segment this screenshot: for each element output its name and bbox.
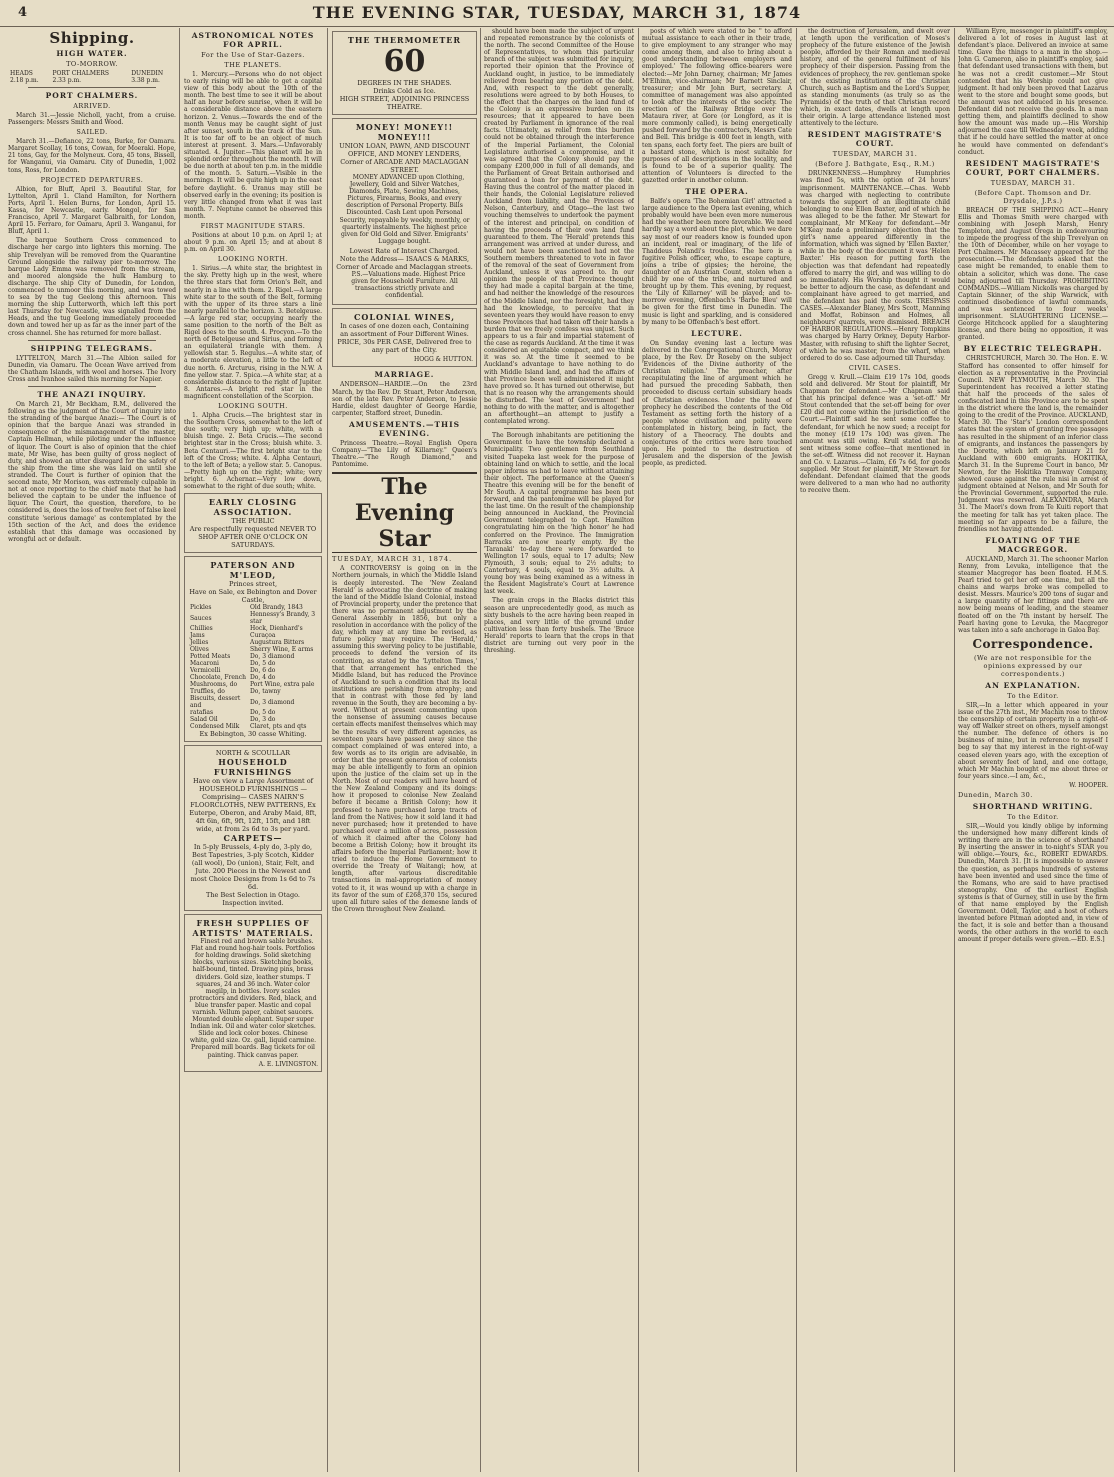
- leader-continued: should have been made the subject of urgent and repeated remonstrance by the colonists of the north. The second Committee of the House of Representatives, to whom this particular branch of the subject was submitted for inquiry, reported their opinion that the Province of Auckland ought, in justice, to be immediately relieved from bearing any portion of the debt. And, with respect to the debt generally, resolutions were agreed to by both Houses, to the effect that the charges on the land fund of the Colony is an expressive burden on its resources; that it appeared to have been created by Parliament in ignorance of the real facts. Ultimately, as relief from this burden could not be obtained through the interference of the Imperial Parliament, the Colonial Legislature authorised a compromise, and it was agreed that the Colony should pay the company £200,000 in full of all demands, and the Parliament of Great Britain authorised and guaranteed a loan for payment of the debt. Having thus the control of the matter placed in their hands, the Colonial Legislature relieved Auckland from liability, and the Provinces of Nelson, Canterbury, and Otago—the last two vouching themselves to undertook the payment of the interest and principal, on condition of having the proceeds of their own land fund guaranteed to them. The 'Herald' pretends this arrangement was arrived at under duress, and would not have been sanctioned had not the Southern members threatened to vote in favor of the removal of the seat of Government from Auckland, unless it was agreed to. In our opinion the people of that Province thought they had made a capital bargain at the time, and had neither the knowledge of the resources of the Middle Island, nor the foresight, had they had the knowledge, to perceive that in seventeen years they would have reason to envy those Provinces that had taken off their hands a burden that we freely confess was unjust. Such appears to us a fair and impartial statement of the case as regards Auckland. At the time it was considered an equitable compact, and we think it was so. At the time it seemed to be Auckland's advantage to have nothing to do with Middle Island land, and had the affairs of that Province been well administered it might have proved so. It has turned out otherwise, but that is no reason why the arrangements should be disturbed. The 'seat of Government' had nothing to do with the matter, and is altogether an afterthought—an attempt to justify a contemplated wrong.: [484, 28, 634, 426]
- paterson-item: Do, 3 do: [250, 716, 276, 724]
- thermometer-advert: [332, 31, 477, 115]
- thermo-line3: HIGH STREET, ADJOINING PRINCESS THEATRE.: [339, 95, 470, 111]
- paterson-item-row: [188, 625, 318, 632]
- amusements-text: Princess Theatre.—Royal English Opera Company—"The Lily of Killarney." Queen's Theatre.—"The Rough Diamond," and Pantomime.: [332, 439, 477, 469]
- paterson-item: Do, 3 diamond: [250, 653, 295, 661]
- telegrams-heading: SHIPPING TELEGRAMS.: [30, 343, 154, 353]
- rm2-date: TUESDAY, MARCH 31.: [990, 178, 1076, 187]
- paterson-item-row: [188, 653, 318, 660]
- paterson-item: Curaçoa: [250, 632, 276, 640]
- paterson-item-row: [188, 660, 318, 667]
- projected-label: PROJECTED DEPARTURES.: [40, 175, 144, 184]
- column-rule: [327, 28, 328, 1472]
- arrived-text: March 31.—Jessie Nicholl, yacht, from a cruise. Passengers: Messrs Smith and Wood.: [8, 112, 176, 127]
- lecture-continued: the destruction of Jerusalem, and dwelt over at length upon the verification of Moses's prophecy of the future existence of the Jewish people, afforded by their Roman and medieval history, and of the general fulfilment of his prophecy of their dispersion. Passing from the evidences of prophecy, the rev. gentleman spoke of the existing institutions of the Christian Church, such as Baptism and the Lord's Supper, as standing monuments (as truly so as the Pyramids) of the truth of that Christian record which, in exact dates, dwells at length upon their origin. A large attendance listened most attentively to the lecture.: [800, 28, 950, 128]
- household-text: Have on view a Large Assortment of HOUSEHOLD FURNISHINGS — Comprising— CASES NAIRN'S FLOORCLOTHS, NEW PATTERNS, Ex Euterpe, Oberon, and Araby Maid, 8ft, 4ft 6in, 6ft, 9ft, 12ft, 15ft, and 18ft wide, at from 2s 6d to 3s per yard.: [189, 777, 317, 834]
- paterson-item-row: [188, 716, 318, 723]
- shorthand-to: To the Editor.: [1007, 812, 1059, 821]
- grain-paragraph: The grain crops in the Blacks district this season are unprecedentedly good, as much as sixty bushels to the acre having been reaped in places, and very little of the ground under cultivation less than forty bushels. The 'Bruce Herald' reports to learn that the crops in that district are turning out very poor in the threshing.: [484, 597, 634, 655]
- chalmers-label: PORT CHALMERS: [52, 70, 110, 77]
- money-rate: Lowest Rate of Interest Charged.: [349, 246, 460, 255]
- paterson-item-row: [188, 639, 318, 646]
- thermo-heading: THE THERMOMETER: [347, 35, 462, 45]
- masthead: [0, 0, 1114, 27]
- paterson-item: Potted Meats: [190, 653, 231, 661]
- column-rule: [480, 28, 481, 1472]
- column-astronomy-ads: [184, 28, 322, 1472]
- masthead-title: THE EVENING STAR, TUESDAY, MARCH 31, 1874: [312, 3, 802, 22]
- paterson-item: Do, 5 do: [250, 709, 276, 717]
- correspondence-heading: Correspondence.: [972, 636, 1094, 651]
- paterson-item: Hennessy's Brandy, 3 star: [250, 611, 316, 626]
- column-shipping: [8, 28, 176, 1472]
- lecture-text: On Sunday evening last a lecture was delivered in the Congregational Church, Moray place, by the Rev. Dr Roseby on the subject 'Evidences of the Divine authority of the Christian religion.' The preacher, after recapitulating the line of argument which he had pursued the preceding Sabbath, then proceeded to discuss certain subsidiary heads of Christian evidences. Under the head of prophecy he described the contents of the Old Testament as setting forth the history of a people whose civilisation and polity were contemplated in history, being, in fact, the history of a Theocracy. The doubts and conjectures of the critics were here touched upon. He pointed to the destruction of Jerusalem and the dispersion of the Jewish people, as predicted.: [642, 339, 792, 468]
- explanation-heading: AN EXPLANATION.: [985, 680, 1081, 690]
- thermo-line2: Drinks Cold as Ice.: [373, 87, 436, 95]
- planets-label: THE PLANETS.: [224, 61, 282, 69]
- floating-text: AUCKLAND, March 31. The schooner Marlon Renny, from Levuka, intelligence that the steamer Macgregor has been floated. H.M.S. Pearl tried to get her off one time, but all the chains and warps broke was compelled to desist. Messrs. Maurice's 200 tons of sugar and a large quantity of her fittings and there are now being means of leading, and the steamer floated off on the 7th instant by herself. The Pearl having gone to Levuka, the Macgregor was taken into a safe anchorage in Galoa Bay.: [958, 555, 1108, 634]
- heads-time: 2.18 p.m.: [10, 77, 39, 84]
- paterson-item: Hock, Dienhard's: [250, 625, 303, 633]
- paterson-item: Do, tawny: [250, 688, 281, 696]
- paterson-item: Chocolate, French: [190, 674, 246, 682]
- floating-heading: FLOATING OF THE MACGREGOR.: [985, 535, 1081, 554]
- money-sub: UNION LOAN, PAWN, AND DISCOUNT OFFICE, AND MONEY LENDERS, Corner of ARCADE AND MACLAGGAN STREET.: [339, 142, 470, 174]
- explanation-text: SIR,—In a letter which appeared in your issue of the 27th inst., Mr Machin rose to throw the censorship of certain property in a right-of-way off Walker street on others, myself amongst the number. The defence of others is no business of mine, but in reference to myself I beg to say that my interest in the right-of-way ceased eleven years ago, with the exception of about seventy feet of land, and one cottage, which Mr Machin bought of me about three or four years since.—I am, &c.,: [958, 701, 1108, 780]
- leader-dateline: TUESDAY, MARCH 31, 1874.: [332, 555, 453, 564]
- column-telegraph-correspondence: [958, 28, 1108, 1472]
- rm2-heading: RESIDENT MAGISTRATE'S COURT, PORT CHALMERS.: [965, 158, 1101, 177]
- money-heading: MONEY! MONEY!! MONEY!!!: [355, 122, 454, 142]
- paterson-item: Claret, pts and qts: [250, 723, 307, 731]
- telegraph-heading: BY ELECTRIC TELEGRAPH.: [963, 344, 1103, 354]
- paterson-item: Do, 6 do: [250, 667, 276, 675]
- high-water-table: [8, 70, 176, 84]
- carpets-footer: The Best Selection in Otago. Inspection invited.: [206, 891, 300, 908]
- paterson-item-row: [188, 674, 318, 681]
- carpets-text: In 5-ply Brussels, 4-ply do, 3-ply do, Best Tapestries, 3-ply Scotch, Kidder (all wool), Do (union), Stair, Felt, and Jute. 200 Pieces in the Newest and most Choice Designs from 1s 6d to 7s 6d.: [190, 843, 316, 892]
- wines-advert: [332, 308, 477, 367]
- wines-signature: HOGG & HUTTON.: [414, 356, 473, 364]
- rm-court-bench: (Before J. Bathgate, Esq., R.M.): [815, 160, 935, 169]
- paterson-item: Macaroni: [190, 660, 219, 668]
- paterson-footer: Ex Bebington, 30 casse Whiting.: [199, 730, 307, 739]
- paterson-item: Condensed Milk: [190, 723, 240, 731]
- paterson-heading: PATERSON AND M'LEOD,: [210, 560, 296, 581]
- column-rule: [954, 28, 955, 1472]
- paterson-item: Olives: [190, 646, 209, 654]
- shorthand-text: SIR,—Would you kindly oblige by informing the undersigned how many different kinds of writing there are in the science of shorthand? By inserting the answer in to-night's STAR you will oblige.—Yours, &c., ROBERT EDWARDS. Dunedin, March 31. [It is impossible to answer the question, as perhaps hundreds of systems have been invented and used since the time of the Romans, who are said to have practised stenography. One of the earliest English systems is that of Gurney, still in use by the firm of that name employed by the English Government. Odell, Taylor, and a host of others invented before Pitman adopted and, in view of the fact, it is sole and better than a thousand words, the other authors in the world to each amount if proper details were given.—ED. E.S.]: [958, 822, 1108, 944]
- column-ads-leader: [332, 28, 477, 1472]
- divider: [28, 340, 156, 341]
- high-water-heading: HIGH WATER.: [56, 49, 128, 58]
- astro-heading: ASTRONOMICAL NOTES FOR APRIL.: [191, 31, 315, 49]
- paterson-item: Vermicelli: [190, 667, 221, 675]
- north-scoullar: NORTH & SCOULLAR: [215, 749, 291, 758]
- leader-text: A CONTROVERSY is going on in the Northern journals, in which the Middle Island is deeply interested. The 'New Zealand Herald' is advocating the doctrine of making the land of the Middle Island Colonial, instead of Provincial property, under the pretence that there was no permanent adjustment by the General Assembly in 1856, but only a resolution in accordance with the policy of the day, which may at any time be revised, as future policy may require. The 'Herald,' assuming this swerving policy to be justifiable, proceeds to defend the version of its contrition, as stated by the 'Lyttelton Times,' that that arrangement has enriched the Middle Island, but has reduced the Province of Auckland to such a condition that its local institutions are perishing from atrophy; and that in contrast with those fed by land revenue in the South, they are becoming a by-word. Without at present commenting upon the nonsense of assuming causes because certain effects manifest themselves which may be the results of very different agencies, as seventeen years have passed away since the compact complained of was entered into, a few words as to its origin are advisable, in order that the present generation of colonists may be able intelligently to form an opinion upon the justice of the claim set up in the North. Most of our readers will have heard of the New Zealand Company and its doings: how it proposed to colonise New Zealand before it became a British Colony; how it professed to have purchased large tracts of land from the Natives; how it sold land it had never purchased; how it pretended to have purchased over a million of acres, possession of which it claimed after the Colony had become a British Colony; how it brought its affairs before the Imperial Parliament; how it tried to induce the Home Government to override the Treaty of Waitangi; how, at length, after various discreditable transactions in mal-appropriation of money voted to it, it was wound up with a charge in its favor of the sum of £268,370 15s, secured upon all future sales of the demesne lands of the Crown throughout New Zealand.: [332, 565, 477, 913]
- paterson-advert: [184, 556, 322, 742]
- money-advert: [332, 118, 477, 305]
- magnitudes-label: FIRST MAGNITUDE STARS.: [200, 221, 306, 230]
- rm2-text: BREACH OF THE SHIPPING ACT.—Henry Ellis and Thomas Smith were charged with combining with Joseph Marsh, Henry Templeton, and August Orega in endeavouring to impede the progress of the ship Trevelyan on the 10th of December, while on her voyage to Port Chalmers. Mr Macassey appeared for the prosecution.—The defendants asked that the case might be remanded, to enable them to obtain a solicitor, which was done. The case being adjourned till Thursday. PROHIBITING COMMANDS.—William Nickolls was charged by Captain Skinner, of the ship Warwick, with continued disobedience of lawful commands, and was sentenced to four weeks' imprisonment. SLAUGHTERING LICENSE.—George Hitchcock applied for a slaughtering license, and there being no opposition, it was granted.: [958, 206, 1108, 342]
- shipping-body: The barque Southern Cross commenced to discharge her cargo into lighters this morning. The ship Trevelyan will be removed from the Quarantine Ground alongside the railway pier to-morrow. The barque Lady Emma was removed from the stream, and moored alongside the hulk Hamburg to discharge. The ship City of Dunedin, for London, commenced to unmoor this morning, and was towed to sea by the tug Geelong this afternoon. This morning the ship Lutterworth, which left this port last Thursday for Newcastle, was signalled from the Heads, and the tug Geelong immediately proceeded down and towed her up as far as the inner part of the cross channel. She has returned for more ballast.: [8, 237, 176, 337]
- civil-cases-text: Gregg v. Krull.—Claim £19 17s 10d, goods sold and delivered. Mr Stout for plaintiff, Mr Chapman for defendant.—Mr Chapman said that his principal defence was a 'set-off.' Mr Stout contended that the set-off being for over £20 did not come within the jurisdiction of the Court.—Plaintiff said he sent some coffee to defendant, for which he now sued; a receipt for the money (£19 17s 10d) was given. The amount was still owing. Krull stated that he sent witness some coffee—that mentioned in the set-off. Witness did not recover it. Haynan and Co. v. Lazarus.—Claim, £6 7s 6d, for goods supplied. Mr Stout for plaintiff, Mr Stewart for defendant. Defendant claimed that the goods were delivered to a man who had no authority to receive them.: [800, 373, 950, 495]
- closing-text: Are respectfully requested NEVER TO SHOP AFTER ONE O'CLOCK ON SATURDAYS.: [189, 525, 317, 550]
- wines-heading: COLONIAL WINES,: [353, 312, 455, 323]
- society-text: posts of which were stated to be '' to afford mutual assistance to each other in their trade, to give employment to any stranger who may come among them, and also to bring about a good understanding between employers and employed.' The following office-bearers were elected:—Mr John Darney, chairman; Mr James M'Elhinn, vice-chairman; Mr Barnett Sinclair, treasurer; and Mr John Burt, secretary. A committee of management was also appointed to look after the interests of the society. The erection of the Railway Bridge over the Mataura river, at Gore (or Longford, as it is more commonly called), is being energetically pushed forward by the contractors, Messrs Cate and Bell. This bridge is 400 feet in length, with ten spans, each forty feet. The piers are built of a bastard stone, which is most suitable for purposes of all descriptions in the locality, and is found to be of a superior quality. The attention of Volunteers is directed to the gazetted order in another column.: [642, 28, 792, 184]
- column-court: [800, 28, 950, 1472]
- divider: [28, 386, 156, 387]
- paterson-item-row: [188, 688, 318, 695]
- paterson-item: Mushrooms, do: [190, 681, 238, 689]
- north-text: 1. Sirius.—A white star, the brightest in the sky. Pretty high up in the west, where the three stars that form Orion's Belt, and nearly in a line with them. 2. Rigel.—A large white star to the south of the Belt, forming with the upper of its three stars a line nearly parallel to the horizon. 3. Betelgeuse.—A large red star, occupying nearly the same position to the north of the Belt as Rigel does to the south. 4. Procyon.—To the north of Betelgeuse and Sirius, and forming an equilateral triangle with them. A yellowish star. 5. Regulus.—A white star, of a moderate elevation, a little to the left of due north. 6. Arcturus, rising in the N.W. A fine yellow star. 7. Spica.—A white star, at a considerable distance to the right of Jupiter. 8. Antares.—A bright red star in the magnificent constellation of the Scorpion.: [184, 265, 322, 400]
- marriage-text: ANDERSON—HARDIE.—On the 23rd March, by the Rev. Dr. Stuart, Peter Anderson, son of the late Rev. Peter Anderson, to Jessie Hardie, eldest daughter of George Hardie, carpenter, Stafford street, Dunedin.: [332, 381, 477, 417]
- shorthand-heading: SHORTHAND WRITING.: [972, 801, 1094, 811]
- civil-cases-heading: CIVIL CASES.: [848, 363, 902, 372]
- paterson-item: Port Wine, extra pale: [250, 681, 315, 689]
- column-leader-continued: [484, 28, 634, 1472]
- projected-text: Albion, for Bluff, April 3. Beautiful Star, for Lyttelton, April 1. Cland Hamilton, for Northern Ports, April 1. Helen Burns, for London, April 15. Kassa, for Newcastle, early. Mongol, for San Francisco, April 7. Margaret Galbraith, for London, April 15. Ferraro, for Oamaru, April 3. Wanganui, for Bluff, April 1.: [8, 185, 176, 236]
- dunedin-time: 3.38 p.m.: [131, 77, 160, 84]
- rm2-bench: (Before Capt. Thomson and Dr. Drysdale, J.P.s.): [974, 188, 1092, 205]
- correspondence-note: (We are not responsible for the opinions expressed by our correspondents.): [973, 653, 1093, 678]
- lecture-heading: LECTURE.: [691, 328, 743, 338]
- news-paragraphs: The Borough inhabitants are petitioning the Government to have the township declared a Municipality. Two gentlemen from Southland visited Tuapeka last week for the purpose of obtaining land on which to settle, and the local paper informs us had to leave without attaining their object. The performance at the Queen's Theatre this evening will be for the benefit of Mr South. A capital programme has been put forward, and the pantomime will be played for the last time. On the result of the championship being announced in Auckland, the Provincial Government telegraphed to Capt. Hamilton congratulating him on the 'high honor' he had conferred on the Province. The Immigration Barracks are now nearly empty. By the 'Taranaki' to-day there were forwarded to Wellington 17 souls, equal to 17 adults; New Plymouth, 3 souls; equal to 2½ adults; to Canterbury, 4 souls, equal to 3½ adults. A young boy was being examined as a witness in the Resident Magistrate's Court at Lawrence last week.: [484, 432, 634, 596]
- paterson-item: Sherry Wine, E arms: [250, 646, 314, 654]
- closing-sub: THE PUBLIC: [231, 517, 275, 526]
- paterson-item: Old Brandy, 1843: [250, 604, 303, 612]
- explanation-to: To the Editor.: [1007, 691, 1059, 700]
- thermo-value: 60: [383, 44, 426, 79]
- paterson-item: Do, 5 do: [250, 660, 276, 668]
- telegraph-text: CHRISTCHURCH, March 30. The Hon. E. W. Stafford has consented to offer himself for election as a representative in the Provincial Council. NEW PLYMOUTH, March 30. The Superintendent has received a letter stating that half the proceeds of the sales of confiscated land in this Province are to be spent in the district where the land is, the remainder going to the credit of the Province. AUCKLAND, March 30. The 'Star's' London correspondent states that the system of granting free passages has resulted in the shipment of an inferior class of emigrants, and instances the passengers by the Dorette, which left on January 21 for Auckland with 600 emigrants. HOKITIKA, March 31. In the Supreme Court in banco, Mr Newton, for the Hokitika Tramway Company, showed cause against the rule nisi in arrest of judgment obtained at Nelson, and Mr South for the Provincial Government, supported the rule. Judgment was reserved. ALEXANDRA, March 31. The Maori's down from Te Kuiti report that the meeting for talk has yet taken place. The meeting so far appears to be a failure, the friendlies not having attended.: [958, 355, 1108, 533]
- paterson-item-row: [188, 695, 318, 709]
- thermo-line1: DEGREES IN THE SHADES.: [357, 79, 452, 87]
- rm-court-heading: RESIDENT MAGISTRATE'S COURT.: [807, 130, 943, 149]
- paterson-item: Jellies: [190, 639, 209, 647]
- column-rule: [796, 28, 797, 1472]
- opera-heading: THE OPERA.: [685, 187, 749, 197]
- fresh-text: Finest red and brown sable brushes. Flat and round hog-hair tools. Portfolios for holding drawings. Solid sketching blocks, various sizes. Sketching books, half-bound, tinted. Drawing pins, brass dividers. Gold size, leather stumps. T squares, 24 and 36 inch. Water color megilp, in bottles. Ivory scales protractors and dividers. Red, black, and blue transfer paper. Mastic and copal varnish. Vellum paper, cabinet saucers. Mounted double elephant. Super super Indian ink. Oil and water color sketches. Slide and lock color boxes. Chinese white, gold size. Oz. gall, liquid carmine. Prepared mill boards. Bag tickets for oil painting. Thick canvas paper.: [189, 938, 317, 1059]
- household-advert: [184, 745, 322, 911]
- paterson-item: Jams: [190, 632, 205, 640]
- paterson-item: Biscuits, dessert and: [190, 695, 241, 710]
- carpets-heading: CARPETS—: [223, 833, 283, 844]
- paterson-item: Augustura Bitters: [250, 639, 305, 647]
- closing-heading: EARLY CLOSING ASSOCIATION.: [208, 497, 298, 518]
- looking-south-label: LOOKING SOUTH.: [218, 402, 288, 411]
- paterson-item-row: [188, 681, 318, 688]
- telegrams-text: LYTTELTON, March 31.—The Albion sailed for Dunedin, via Oamaru. The Ocean Wave arrived from the Chatham Islands, with wool and horses. The Ivory Cross and Ivanhoe sailed this morning for Napier.: [8, 354, 176, 383]
- money-text: MONEY ADVANCED upon Clothing, Jewellery, Gold and Silver Watches, Diamonds, Plate, Sewing Machines, Pictures, Firearms, Books, and every description of Personal Property. Bills Discounted. Cash Lent upon Personal Security, repayable by weekly, monthly, or quarterly instalments. The highest price given for Old Gold and Silver. Emigrants' Luggage bought.: [339, 174, 470, 245]
- amusements-heading: AMUSEMENTS.—THIS EVENING.: [348, 419, 461, 438]
- section-heading-shipping: Shipping.: [49, 29, 135, 47]
- port-chalmers-heading: PORT CHALMERS.: [45, 91, 139, 100]
- paterson-item-row: [188, 723, 318, 730]
- page-number: 4: [18, 5, 28, 20]
- paterson-item: Chillies: [190, 625, 213, 633]
- paterson-item: Sauces: [190, 614, 212, 622]
- paterson-items-table: [188, 604, 318, 730]
- paterson-item-row: [188, 646, 318, 653]
- divider: [504, 428, 614, 429]
- wines-text: In cases of one dozen each, Containing an assortment of Four Different Wines. PRICE, 30s PER CASE, Delivered free to any part of the City.: [337, 322, 472, 355]
- anazi-text: On March 21, Mr Beckham, R.M., delivered the following as the judgment of the Court of inquiry into the stranding of the barque Anazi:— The Court is of opinion that the barque Anazi was stranded in consequence of the mismanagement of the master, Captain Hellman, while piloting under the influence of liquor. The Court is also of opinion that the chief mate, Mr Wise, has been guilty of gross neglect of duty, and showed an utter disregard for the safety of the ship from the time she was laid on until she stranded. The Court is further of opinion that the second mate, Mr Morison, was extremely culpable in not at once reporting to the chief mate that he had believed the captain to be under the influence of liquor. The Court, the question, therefore, to be considered is, does the loss of twelve feet of false keel constitute 'serious damage' as contemplated by the 15th section of the Act, and does the evidence establish that this damage was occasioned by wrongful act or default.: [8, 401, 176, 543]
- looking-north-label: LOOKING NORTH.: [217, 255, 289, 264]
- paterson-item-row: [188, 667, 318, 674]
- marriage-heading: MARRIAGE.: [374, 370, 435, 380]
- high-water-subheading: TO-MORROW.: [66, 60, 118, 68]
- household-heading: HOUSEHOLD FURNISHINGS: [213, 757, 293, 778]
- fresh-signature: A. E. LIVINGSTON.: [258, 1060, 318, 1068]
- fresh-heading: FRESH SUPPLIES OF ARTISTS' MATERIALS.: [192, 918, 314, 939]
- south-text: 1. Alpha Crucis.—The brightest star in the Southern Cross, somewhat to the left of due south; very high up; white, with a bluish tinge. 2. Beta Crucis.—The second brightest star in the Cross; bluish white. 3. Beta Centauri.—The first bright star to the left of the Cross; white. 4. Alpha Centauri, to the left of Beta; a yellow star. 5. Canopus.—Pretty high up on the right; white; very bright. 6. Achernar.—Very low down, somewhat to the right of due south; white.: [184, 412, 322, 490]
- opera-text: Balfe's opera 'The Bohemian Girl' attracted a large audience to the Opera last evening, which probably would have been even more numerous had the weather been more favorable. We need hardly say a word about the plot, which we dare say most of our readers know is founded upon an incident, real or imaginary, of the life of Thaddeus Polandi's troubles. The hero is a fugitive Polish officer, who, to escape capture, joins a tribe of gipsies; the heroine, the daughter of an Austrian Count, stolen when a child by one of the tribe, and nurtured and brought up by them. This evening, by request, the 'Lily of Killarney' will be played; and to-morrow evening, Offenbach's 'Barbe Bleu' will be given for the first time in Dunedin. The music is light and sparkling, and is considered by many to be Offenbach's best effort.: [642, 198, 792, 326]
- column-rule: [638, 28, 639, 1472]
- explanation-place: Dunedin, March 30.: [958, 790, 1033, 799]
- arrived-label: ARRIVED.: [73, 102, 111, 110]
- rm-court-text: DRUNKENNESS.—Humphrey Humphries was fined 5s, with the option of 24 hours' imprisonment. MAINTENANCE.—Chas. Webb was charged with neglecting to contribute towards the support of an illegitimate child belonging to one Ellen Baxter, and of which he was alleged to be the father. Mr Stewart for complainant, Mr M'Keay for defendant.—Mr M'Keay made a preliminary objection that the girl's name appeared differently in the information, which was signed by 'Ellen Baxter,' while in the body of the document it was 'Helen Baxter.' His reason for putting forth the objection was that defendant had repeatedly offered to marry the girl, and was willing to do so immediately. His Worship thought it would be better to adjourn the case, as defendant and complainant have agreed to get married, and the defendant has paid the costs. TRESPASS CASES.—Alexander Blaney, Mrs Scott, Manning and Moffat, Robinson and Holmes, all neighbours' quarrels, were dismissed. BREACH OF HARBOR REGULATIONS.—Henry Tompkins was charged by Harry Orkney, Deputy Harbor-Master, with refusing to shift the lighter Secret, of which he was master, from the wharf, when ordered to do so. Case adjourned till Thursday.: [800, 170, 950, 362]
- rm-court-date: TUESDAY, MARCH 31.: [832, 150, 918, 159]
- sailed-label: SAILED.: [76, 128, 108, 137]
- paterson-item-row: [188, 611, 318, 625]
- chalmers-time: 2.33 p.m.: [52, 77, 82, 84]
- paterson-sub: Princes street,: [228, 580, 278, 589]
- paterson-item: ratafias: [190, 709, 214, 717]
- paterson-item: Do, 4 do: [250, 674, 276, 682]
- paterson-item-row: [188, 632, 318, 639]
- paterson-item: Salad Oil: [190, 716, 218, 724]
- column-rule: [179, 28, 180, 1472]
- paterson-text: Have on Sale, ex Bebington and Dover Castle,: [189, 588, 317, 605]
- explanation-signature: W. HOOPER.: [1069, 781, 1108, 789]
- early-closing-advert: [184, 493, 322, 553]
- isaacs-address: Note the Address— ISAACS & MARKS, Corner of Arcade and Maclaggan streets.: [336, 254, 473, 271]
- sailed-text: March 31.—Defiance, 22 tons, Burke, for Oamaru. Margaret Scollay, 16 tons, Cowan, for Moeraki. Hope, 21 tons, Gay, for the Molyneux. Cora, 45 tons, Bissell, for Wanganui, via Oamaru. City of Dunedin, 1,002 tons, Ross, for London.: [8, 138, 176, 174]
- civil-continued: William Eyre, messenger in plaintiff's employ, delivered a lot of roses in August last at defendant's place. Delivered an invoice at same time. Gave the things to a man in the shop.—John G. Cameron, also in plaintiff's employ, said that defendant used transactions with them, but he was not a credit customer.—Mr Stout contended that his Worship could not give judgment. It had only been proved that Lazarus went to the store and bought some goods, but the amount was not adduced in his presence. Defendant did not receive the goods. In a man getting them, and plaintiffs declined to show how the amount was made up.—His Worship adjourned the case till Wednesday week, adding that if he could have settled the matter at once he would have commented on defendant's conduct.: [958, 28, 1108, 156]
- paterson-item: Pickles: [190, 604, 212, 612]
- evening-star-title: The Evening Star: [332, 472, 477, 553]
- paterson-item: Do, 3 diamond: [250, 698, 295, 706]
- planets-text: 1. Mercury.—Persons who do not object to early rising will be able to get a capital view of this body about the 10th of the month. The best time to see it will be about half an hour before sunrise, when it will be a considerable distance above the eastern horizon. 2. Venus.—Towards the end of the month Venus may be caught sight of just after sunset, south in the track of the Sun. It is too far off to be an object of much interest at present. 3. Mars.—Unfavorably situated. 4. Jupiter.—This planet will be in splendid order throughout the month. It will be due north at about ten p.m. in the middle of the month. 5. Saturn.—Visible in the mornings. It will be quite high up in the east before daylight. 6. Uranus may still be observed early in the evening; its position is very little changed from what it was last month. 7. Neptune cannot be observed this month.: [184, 71, 322, 220]
- paterson-item-row: [188, 604, 318, 611]
- artists-materials-advert: [184, 914, 322, 1072]
- heads-label: HEADS: [10, 70, 33, 77]
- divider: [28, 87, 156, 88]
- isaacs-ps: P.S.—Valuations made. Highest Price given for Household Furniture. All transactions strictly private and confidential.: [351, 270, 466, 300]
- column-opera-lecture: [642, 28, 792, 1472]
- magnitudes-text: Positions at about 10 p.m. on April 1; at about 9 p.m. on April 15; and at about 8 p.m. on April 30.: [184, 231, 322, 254]
- paterson-item: Truffles, do: [190, 688, 225, 696]
- astro-subheading: For the Use of Star-Gazers.: [201, 51, 305, 59]
- paterson-item-row: [188, 709, 318, 716]
- dunedin-label: DUNEDIN: [131, 70, 164, 77]
- anazi-heading: THE ANAZI INQUIRY.: [37, 390, 147, 399]
